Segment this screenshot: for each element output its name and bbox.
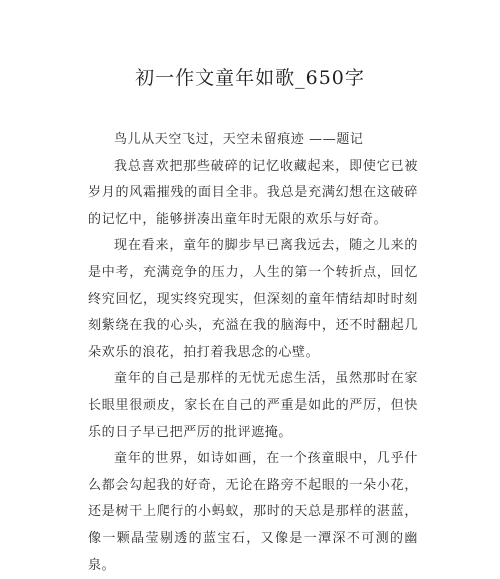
document-body <box>88 127 418 579</box>
document-title: 初一作文童年如歌_650字 <box>135 67 365 89</box>
paragraph: 现在看来，童年的脚步早已离我远去，随之儿来的是中考，充满竞争的压力，人生的第一个转折点，回忆终究回忆，现实终究现实，但深刻的童年情结却时时刻刻紫绕在我的心头，充溢在我的脑海中，还不时翻起几朵欢乐的浪花，拍打着我思念的心壁。 <box>88 238 418 360</box>
paragraph-epigraph: 鸟儿从天空飞过，天空未留痕迹 ——题记 <box>114 132 364 147</box>
paragraph: 我总喜欢把那些破碎的记忆收藏起来，即使它已被岁月的风霜摧残的面目全非。我总是充满幻想在这破碎的记忆中，能够拼凑出童年时无限的欢乐与好奇。 <box>88 158 418 227</box>
paragraph: 童年的自己是那样的无忧无虑生活，虽然那时在家长眼里很顽皮，家长在自己的严重是如此的严厉，但快乐的日子早已把严厉的批评遮掩。 <box>88 371 418 440</box>
paragraph: 童年的世界，如诗如画，在一个孩童眼中，几乎什么都会勾起我的好奇，无论在路旁不起眼的一朵小花，还是树干上爬行的小蚂蚁，那时的天总是那样的湛蓝，像一颗晶莹剔透的蓝宝石，又像是一潭深不可测的幽泉。 <box>88 451 418 573</box>
